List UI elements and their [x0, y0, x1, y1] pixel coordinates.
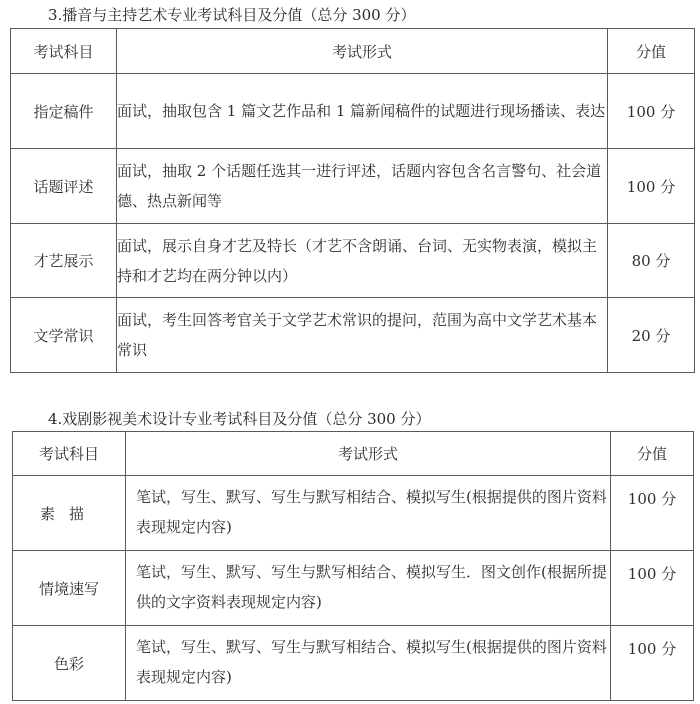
- header-subject: 考试科目: [11, 29, 117, 74]
- form-cell: 笔试，写生、默写、写生与默写相结合、模拟写生(根据提供的图片资料表现规定内容): [126, 626, 611, 701]
- subject-cell: 文学常识: [11, 298, 117, 373]
- form-cell: 面试，考生回答考官关于文学艺术常识的提问，范围为高中文学艺术基本常识: [117, 298, 608, 373]
- section-4-title: 4.戏剧影视美术设计专业考试科目及分值（总分 300 分）: [48, 410, 431, 428]
- table-row: [11, 149, 695, 224]
- score-cell: 100 分: [608, 74, 695, 149]
- score-cell: 20 分: [608, 298, 695, 373]
- subject-cell: 指定稿件: [11, 74, 117, 149]
- header-form: 考试形式: [117, 29, 608, 74]
- form-cell: 面试，抽取 2 个话题任选其一进行评述，话题内容包含名言警句、社会道德、热点新闻等: [117, 149, 608, 224]
- form-cell: 面试，抽取包含 1 篇文艺作品和 1 篇新闻稿件的试题进行现场播读、表达: [117, 74, 608, 149]
- subject-cell: 话题评述: [11, 149, 117, 224]
- score-cell: 100 分: [608, 149, 695, 224]
- score-cell: 100 分: [611, 551, 694, 626]
- score-cell: 100 分: [611, 476, 694, 551]
- table-row: [11, 224, 695, 298]
- table-row: [13, 551, 694, 626]
- table-header-row: [13, 432, 694, 476]
- subject-cell: 色彩: [13, 626, 126, 701]
- table-row: [11, 74, 695, 149]
- section-3-title: 3.播音与主持艺术专业考试科目及分值（总分 300 分）: [48, 6, 416, 24]
- form-cell: 笔试，写生、默写、写生与默写相结合、模拟写生．图文创作(根据所提供的文字资料表现规定内容): [126, 551, 611, 626]
- header-score: 分值: [608, 29, 695, 74]
- subject-cell: 素描: [13, 476, 126, 551]
- table-header-row: [11, 29, 695, 74]
- score-cell: 100 分: [611, 626, 694, 701]
- stage-design-exam-table: [12, 431, 694, 701]
- header-form: 考试形式: [126, 432, 611, 476]
- header-score: 分值: [611, 432, 694, 476]
- table-row: [11, 298, 695, 373]
- broadcasting-exam-table: [10, 28, 695, 373]
- form-cell: 面试，展示自身才艺及特长（才艺不含朗诵、台词、无实物表演，模拟主持和才艺均在两分钟以内）: [117, 224, 608, 298]
- score-cell: 80 分: [608, 224, 695, 298]
- subject-cell: 才艺展示: [11, 224, 117, 298]
- header-subject: 考试科目: [13, 432, 126, 476]
- form-cell: 笔试，写生、默写、写生与默写相结合、模拟写生(根据提供的图片资料表现规定内容): [126, 476, 611, 551]
- subject-cell: 情境速写: [13, 551, 126, 626]
- table-row: [13, 476, 694, 551]
- table-row: [13, 626, 694, 701]
